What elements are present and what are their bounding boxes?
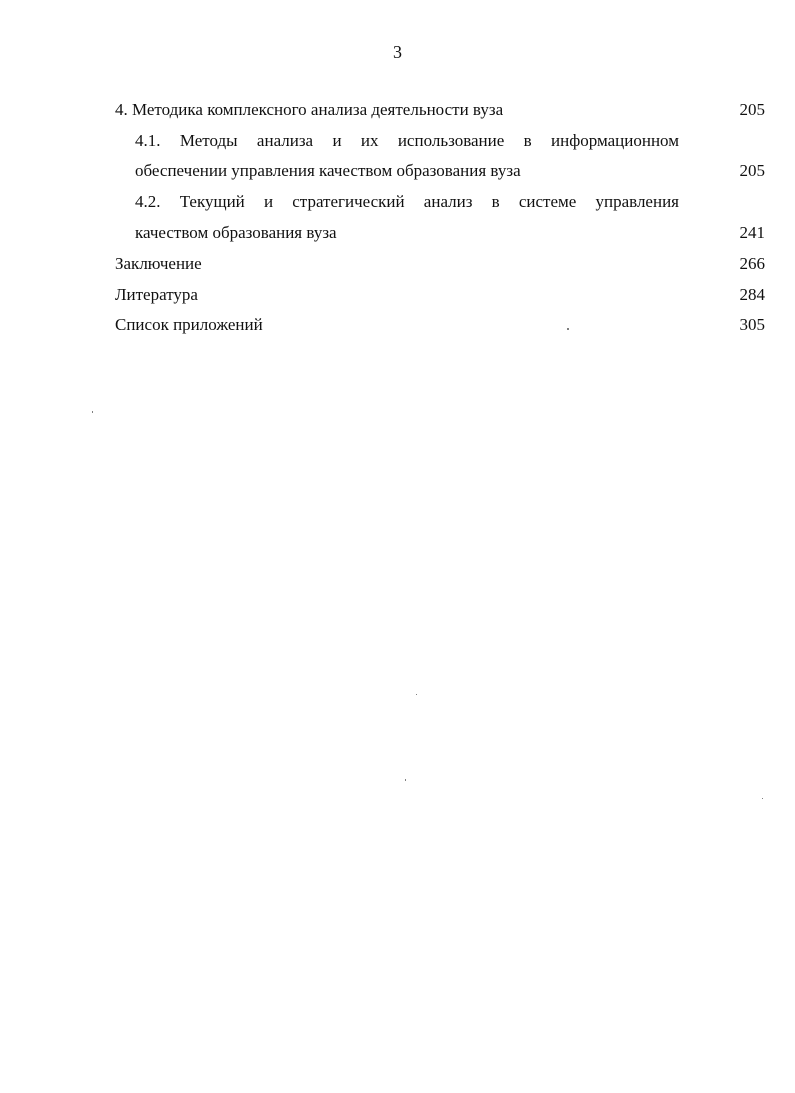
toc-entry-title: Заключение xyxy=(115,254,202,273)
toc-entry-page: 241 xyxy=(739,223,765,242)
scan-speck xyxy=(92,411,93,413)
scan-speck xyxy=(405,779,406,781)
toc-entry-page: 305 xyxy=(739,315,765,334)
scan-speck xyxy=(762,798,763,799)
toc-entry-page: 205 xyxy=(739,100,765,119)
toc-entry-title: Литература xyxy=(115,285,198,304)
toc-entry-title: 4. Методика комплексного анализа деятельности вуза xyxy=(115,100,504,119)
toc-entry-page: 205 xyxy=(739,161,765,180)
toc-entry-title-line-1: 4.1. Методы анализа и их использование в информационном xyxy=(135,131,679,150)
toc-entry-title: Список приложений xyxy=(115,315,263,334)
toc-entry-title-line-1: 4.2. Текущий и стратегический анализ в системе управления xyxy=(135,192,679,211)
toc-entry-page: 284 xyxy=(739,285,765,304)
page-number: 3 xyxy=(393,42,402,62)
toc-entry-page: 266 xyxy=(739,254,765,273)
scan-speck xyxy=(567,328,569,330)
toc-entry-title-line-2: качеством образования вуза xyxy=(135,223,337,242)
toc-entry-title-line-2: обеспечении управления качеством образования вуза xyxy=(135,161,521,180)
scan-speck xyxy=(416,694,417,695)
